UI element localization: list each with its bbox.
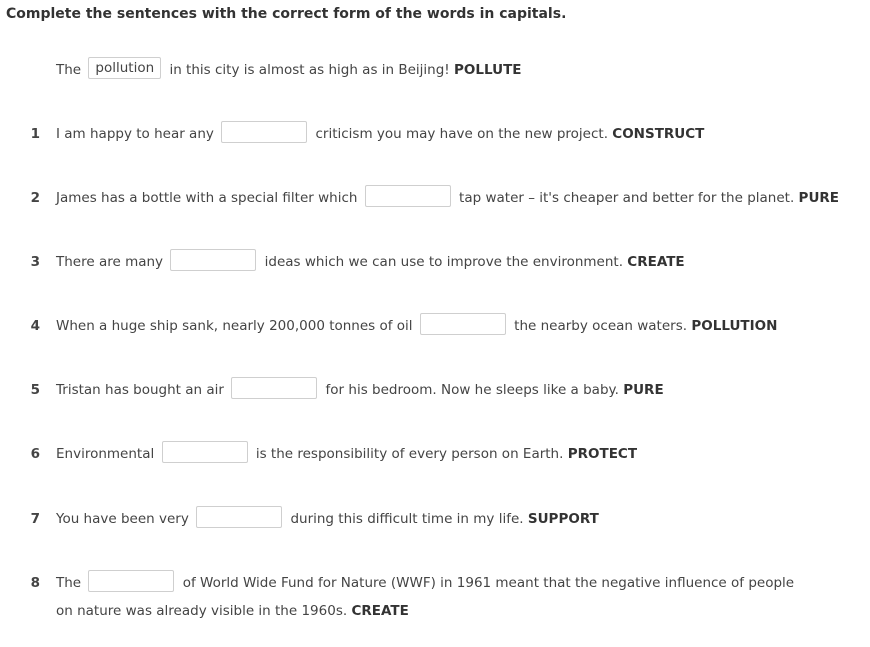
sentence-before: When a huge ship sank, nearly 200,000 tonnes of oil	[56, 318, 413, 334]
sentence-before: Environmental	[56, 446, 155, 462]
sentence-text	[56, 251, 846, 273]
sentence-before: There are many	[56, 254, 164, 270]
answer-input-6[interactable]	[162, 441, 248, 463]
item-number: 1	[30, 126, 40, 142]
sentence-before: The	[56, 62, 82, 78]
sentence-text	[56, 443, 846, 465]
capital-word: CREATE	[351, 603, 409, 619]
sentence-after: of World Wide Fund for Nature (WWF) in 1961 meant that the negative influence of people on nature was already visible in the 1960s.	[56, 575, 795, 619]
answer-input-2[interactable]	[365, 185, 451, 207]
sentence-before: I am happy to hear any	[56, 126, 214, 142]
item-number: 6	[30, 446, 40, 462]
sentence-before: You have been very	[56, 511, 189, 527]
item-number: 5	[30, 382, 40, 398]
sentence-before: Tristan has bought an air	[56, 382, 224, 398]
capital-word: CREATE	[627, 254, 685, 270]
sentence-before: The	[56, 575, 82, 591]
sentence-text	[56, 569, 796, 625]
item-number: 3	[30, 254, 40, 270]
sentence-after: for his bedroom. Now he sleeps like a baby.	[325, 382, 619, 398]
sentence-text	[56, 508, 846, 530]
answer-input-8[interactable]	[88, 570, 174, 592]
capital-word: PURE	[798, 190, 840, 206]
sentence-text	[56, 187, 846, 209]
capital-word: PROTECT	[567, 446, 638, 462]
sentence-after: during this difficult time in my life.	[290, 511, 524, 527]
item-number: 4	[30, 318, 40, 334]
sentence-after: ideas which we can use to improve the environment.	[264, 254, 623, 270]
sentence-text	[56, 379, 846, 401]
answer-input-3[interactable]	[170, 249, 256, 271]
capital-word: POLLUTION	[691, 318, 778, 334]
item-number: 2	[30, 190, 40, 206]
answer-input-4[interactable]	[420, 313, 506, 335]
answer-input-1[interactable]	[221, 121, 307, 143]
sentence-after: is the responsibility of every person on Earth.	[255, 446, 564, 462]
example-answer-box: pollution	[88, 57, 161, 79]
capital-word: POLLUTE	[454, 62, 522, 78]
item-number: 7	[30, 511, 40, 527]
answer-input-7[interactable]	[196, 506, 282, 528]
sentence-after: the nearby ocean waters.	[514, 318, 688, 334]
exercise-instruction: Complete the sentences with the correct form of the words in capitals.	[6, 6, 567, 22]
sentence-after: tap water – it's cheaper and better for the planet.	[459, 190, 795, 206]
capital-word: SUPPORT	[527, 511, 599, 527]
sentence-text	[56, 123, 846, 145]
sentence-after: criticism you may have on the new project.	[315, 126, 608, 142]
sentence-text	[56, 59, 846, 81]
sentence-text	[56, 315, 846, 337]
capital-word: PURE	[623, 382, 664, 398]
sentence-before: James has a bottle with a special filter which	[56, 190, 358, 206]
capital-word: CONSTRUCT	[612, 126, 705, 142]
answer-input-5[interactable]	[231, 377, 317, 399]
item-number: 8	[30, 575, 40, 591]
sentence-after: in this city is almost as high as in Beijing!	[169, 62, 450, 78]
